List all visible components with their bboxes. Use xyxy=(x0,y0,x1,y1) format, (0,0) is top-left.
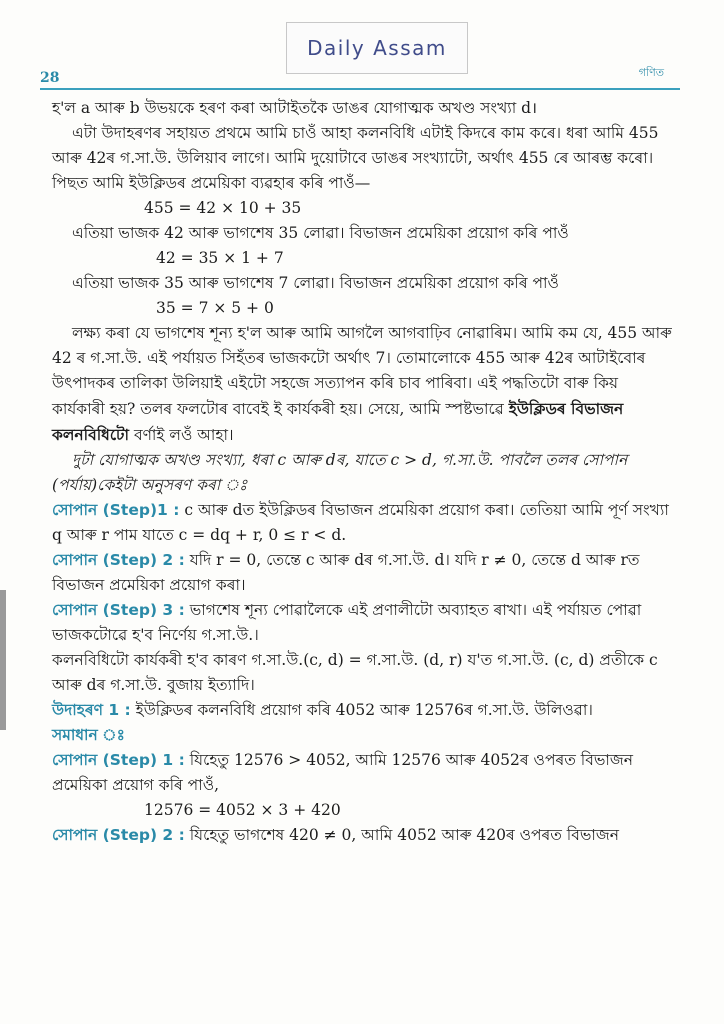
solution-step-2 xyxy=(52,823,672,848)
scan-edge-mark xyxy=(0,590,6,730)
step-1-label: সোপান (Step)1 : xyxy=(52,501,180,519)
solution-step-1 xyxy=(52,748,672,798)
step-2 xyxy=(52,548,672,598)
algorithm-name: ইউক্লিডৰ বিভাজন কলনবিধিটো xyxy=(52,399,624,444)
example-1-label: উদাহৰণ 1 : xyxy=(52,701,131,719)
solution-label: সমাধান ঃ xyxy=(52,726,125,744)
paragraph-observation xyxy=(52,321,672,448)
solution-step-1-text: যিহেতু 12576 > 4052, আমি 12576 আৰু 4052ৰ ওপৰত বিভাজন প্ৰমেয়িকা প্ৰয়োগ কৰি পাওঁ, xyxy=(52,751,633,794)
example-1-text: ইউক্লিডৰ কলনবিধি প্ৰয়োগ কৰি 4052 আৰু 12576ৰ গ.সা.উ. উলিওৱা। xyxy=(135,701,593,719)
equation-1: 455 = 42 × 10 + 35 xyxy=(144,199,302,217)
step-2-label: সোপান (Step) 2 : xyxy=(52,551,185,569)
paragraph-step-a: এতিয়া ভাজক 42 আৰু ভাগশেষ 35 লোৱা। বিভাজন প্ৰমেয়িকা প্ৰয়োগ কৰি পাওঁ xyxy=(72,224,569,242)
paragraph-algorithm-intro: এটা উদাহৰণৰ সহায়ত প্ৰথমে আমি চাওঁ আহা কলনবিধি এটাই কিদৰে কাম কৰে। ধৰা আমি 455 আৰু 42ৰ গ.সা.উ. উলিয়াব লাগে। আমি দুয়োটাবে ডাঙৰ সংখ্যাটো, অৰ্থাৎ 455 ৰে আৰম্ভ কৰো। পিছত আমি ইউক্লিডৰ প্ৰমেয়িকা ব্যৱহাৰ কৰি পাওঁ— xyxy=(52,124,659,192)
paragraph-step-b: এতিয়া ভাজক 35 আৰু ভাগশেষ 7 লোৱা। বিভাজন প্ৰমেয়িকা প্ৰয়োগ কৰি পাওঁ xyxy=(72,274,559,292)
subject-label: গণিত xyxy=(638,66,664,79)
page-number: 28 xyxy=(40,70,60,86)
watermark-stamp: Daily Assam xyxy=(286,22,468,74)
equation-2: 42 = 35 × 1 + 7 xyxy=(156,249,284,267)
page-content xyxy=(52,96,672,848)
step-1 xyxy=(52,498,672,548)
paragraph-procedure-intro: দুটা যোগাত্মক অখণ্ড সংখ্যা, ধৰা c আৰু dৰ, যাতে c > d, গ.সা.উ. পাবলৈ তলৰ সোপান (পৰ্যায়)কেইটা অনুসৰণ কৰা ঃ xyxy=(52,451,628,494)
solution-step-2-text: যিহেতু ভাগশেষ 420 ≠ 0, আমি 4052 আৰু 420ৰ ওপৰত বিভাজন xyxy=(189,826,620,844)
header-rule xyxy=(40,88,680,90)
example-1 xyxy=(52,698,672,723)
step-3-text: ভাগশেষ শূন্য পোৱালৈকে এই প্ৰণালীটো অব্যাহত ৰাখা। এই পৰ্যায়ত পোৱা ভাজকটোৱে হ'ব নিৰ্ণেয় গ.সা.উ.। xyxy=(52,601,642,644)
equation-4: 12576 = 4052 × 3 + 420 xyxy=(144,801,341,819)
step-1-text: c আৰু dত ইউক্লিডৰ বিভাজন প্ৰমেয়িকা প্ৰয়োগ কৰা। তেতিয়া আমি পূৰ্ণ সংখ্যা q আৰু r পাম যাতে c = dq + r, 0 ≤ r < d. xyxy=(52,501,669,544)
observation-text: লক্ষ্য কৰা যে ভাগশেষ শূন্য হ'ল আৰু আমি আগলৈ আগবাঢ়িব নোৱাৰিম। আমি কম যে, 455 আৰু 42 ৰ গ.সা.উ. এই পৰ্যায়ত সিহঁতৰ ভাজকটো অৰ্থাৎ 7। তোমালোকে 455 আৰু 42ৰ আটাইবোৰ উৎপাদকৰ তালিকা উলিয়াই এইটো সহজে সত্যাপন কৰি চাব পাৰিবা। এই পদ্ধতিটো বাৰু কিয় কাৰ্যকাৰী হয়? তলৰ ফলটোৰ বাবেই ই কাৰ্যকৰী হয়। সেয়ে, আমি স্পষ্টভাৱে xyxy=(52,324,672,418)
observation-end: বৰ্ণাই লওঁ আহা। xyxy=(133,426,234,444)
paragraph-justification: কলনবিধিটো কাৰ্যকৰী হ'ব কাৰণ গ.সা.উ.(c, d) = গ.সা.উ. (d, r) য'ত গ.সা.উ. (c, d) প্ৰতীকে c আৰু dৰ গ.সা.উ. বুজায় ইত্যাদি। xyxy=(52,651,658,694)
step-3 xyxy=(52,598,672,648)
equation-3: 35 = 7 × 5 + 0 xyxy=(156,299,274,317)
step-2-text: যদি r = 0, তেন্তে c আৰু dৰ গ.সা.উ. d। যদি r ≠ 0, তেন্তে d আৰু rত বিভাজন প্ৰমেয়িকা প্ৰয়োগ কৰা। xyxy=(52,551,640,594)
step-3-label: সোপান (Step) 3 : xyxy=(52,601,185,619)
solution-step-1-label: সোপান (Step) 1 : xyxy=(52,751,185,769)
solution-step-2-label: সোপান (Step) 2 : xyxy=(52,826,185,844)
paragraph-hcf-definition: হ'ল a আৰু b উভয়কে হৰণ কৰা আটাইতকৈ ডাঙৰ যোগাত্মক অখণ্ড সংখ্যা d। xyxy=(52,99,537,117)
